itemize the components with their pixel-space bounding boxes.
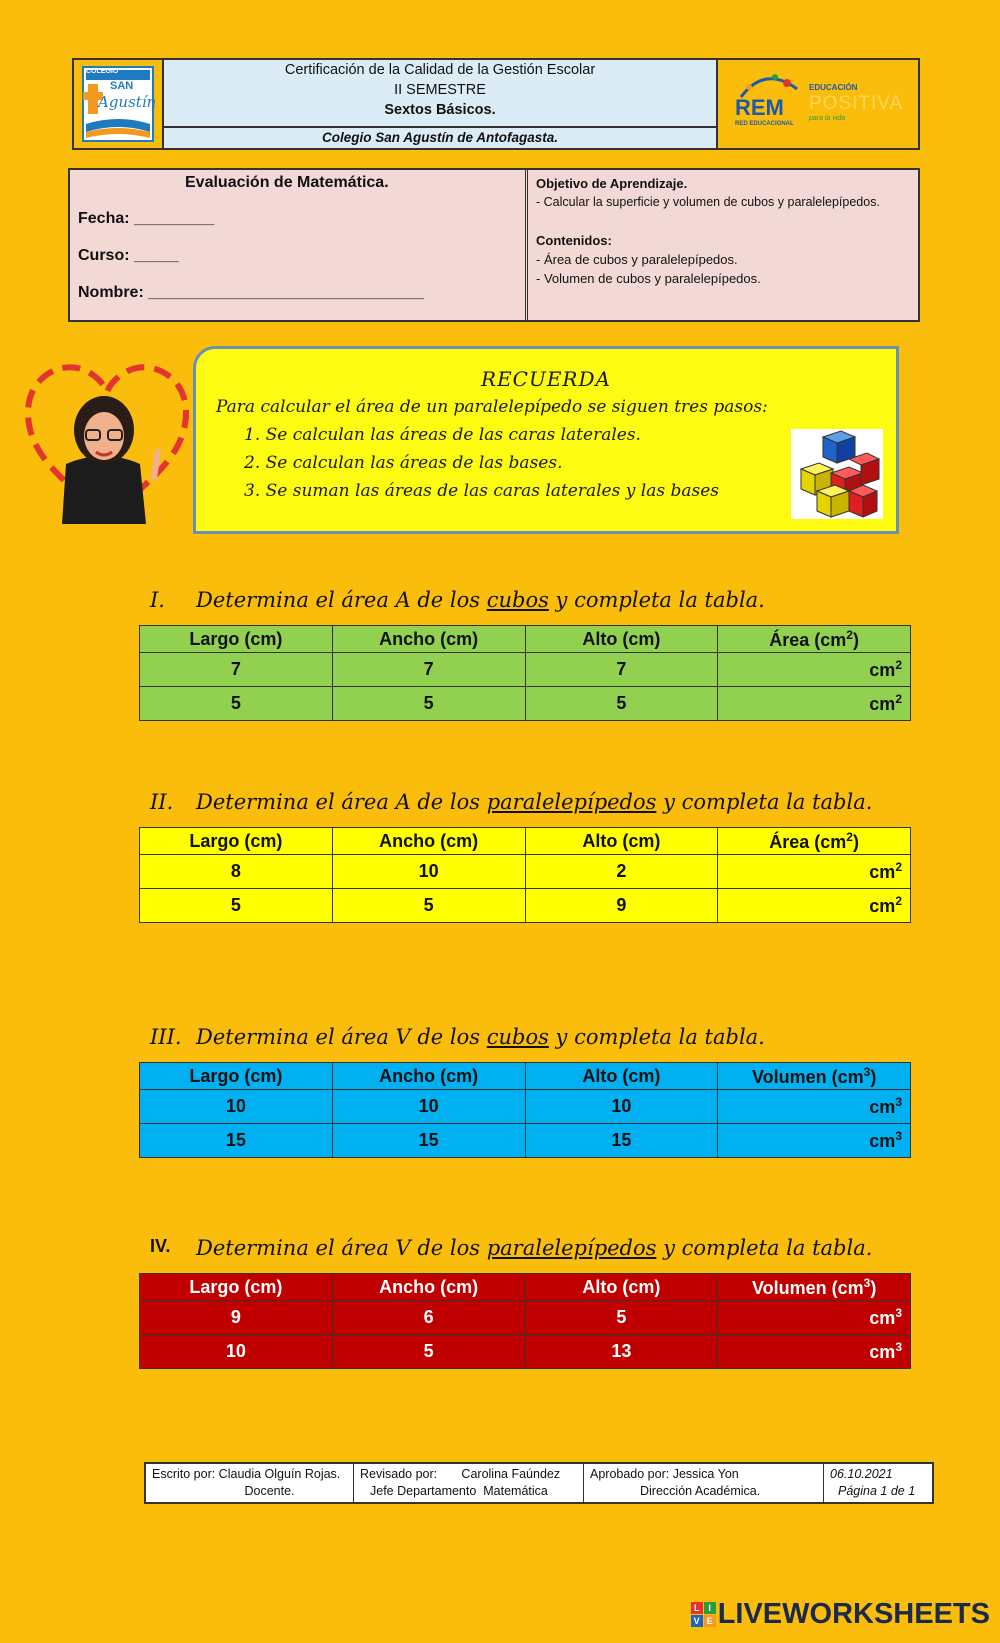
answer-cell[interactable]: $cm^3$ <box>718 1301 911 1335</box>
curso-field[interactable]: Curso: _____ <box>78 247 179 264</box>
header-ancho: Ancho (cm) <box>332 1063 525 1090</box>
header-line-1: Certificación de la Calidad de la Gestión Escolar <box>284 62 596 78</box>
table-row: 15 15 15 $cm^3$ <box>140 1124 911 1158</box>
answer-cell[interactable]: $cm^2$ <box>718 687 911 721</box>
header-largo: Largo (cm) <box>140 626 333 653</box>
recuerda-title: RECUERDA <box>481 367 611 391</box>
contenido-2: - Volumen de cubos y paralelepípedos. <box>536 271 761 286</box>
liveworksheets-brand <box>691 1598 990 1631</box>
header-largo: Largo (cm) <box>140 828 333 855</box>
answer-cell[interactable]: $cm^3$ <box>718 1090 911 1124</box>
header-school: Colegio San Agustín de Antofagasta. <box>164 126 716 148</box>
teacher-heart-avatar-icon <box>22 356 192 524</box>
footer-escrito: Escrito por: Claudia Olguín Rojas. Docente. <box>146 1464 354 1502</box>
objetivo-label: Objetivo de Aprendizaje. <box>536 176 688 191</box>
footer-aprobado: Aprobado por: Jessica Yon Dirección Académica. <box>584 1464 824 1502</box>
brand-text: LIVEWORKSHEETS <box>717 1598 990 1630</box>
learning-objective <box>528 170 918 320</box>
header-largo: Largo (cm) <box>140 1063 333 1090</box>
recuerda-step-3: 3. Se suman las áreas de las caras laterales y las bases <box>244 481 719 501</box>
cubes-image <box>791 429 883 519</box>
rem-positiva-text: POSITIVA <box>809 93 904 114</box>
table-row: 5 5 9 $cm^2$ <box>140 889 911 923</box>
header-line-3: Sextos Básicos. <box>384 102 496 118</box>
header-line-2: II SEMESTRE <box>394 82 486 98</box>
logo-main-text: SAN <box>110 80 134 92</box>
approval-footer <box>144 1462 934 1504</box>
header-volumen: Volumen $(cm^3)$ <box>718 1063 911 1090</box>
section-number: II. <box>150 790 174 814</box>
answer-cell[interactable]: $cm^2$ <box>718 855 911 889</box>
teacher-avatar <box>22 356 192 524</box>
brand-logo-icon: L I V E <box>691 1602 716 1627</box>
footer-revisado: Revisado por: Carolina Faúndez Jefe Departamento Matemática <box>354 1464 584 1502</box>
header-volumen: Volumen $(cm^3)$ <box>718 1274 911 1301</box>
recuerda-step-1: 1. Se calculan las áreas de las caras laterales. <box>244 425 641 445</box>
area-paralelepipedos-table <box>139 827 911 923</box>
document-header <box>72 58 920 150</box>
stacked-cubes-icon <box>791 429 883 519</box>
answer-cell[interactable]: $cm^2$ <box>718 653 911 687</box>
header-alto: Alto (cm) <box>525 1274 718 1301</box>
logo-top-text: COLEGIO <box>86 68 119 75</box>
evaluation-info-box <box>68 168 920 322</box>
rem-logo <box>718 60 918 148</box>
header-area: Área $(cm^2)$ <box>718 626 911 653</box>
recuerda-intro: Para calcular el área de un paralelepípedo se siguen tres pasos: <box>216 397 768 417</box>
table-row: 8 10 2 $cm^2$ <box>140 855 911 889</box>
header-alto: Alto (cm) <box>525 626 718 653</box>
area-cubos-table <box>139 625 911 721</box>
rem-sub-text: RED EDUCACIONAL <box>735 121 794 127</box>
rem-para-text: para la vida <box>809 115 846 122</box>
table-row: 5 5 5 $cm^2$ <box>140 687 911 721</box>
volumen-paralelepipedos-table <box>139 1273 911 1369</box>
table-row: 9 6 5 $cm^3$ <box>140 1301 911 1335</box>
header-center <box>164 60 718 148</box>
header-ancho: Ancho (cm) <box>332 626 525 653</box>
nombre-field[interactable]: Nombre: _______________________________ <box>78 284 425 301</box>
logo-sub-text: Agustín <box>98 93 157 111</box>
volumen-cubos-table <box>139 1062 911 1158</box>
header-ancho: Ancho (cm) <box>332 1274 525 1301</box>
contenidos-label: Contenidos: <box>536 233 612 248</box>
section-number: I. <box>150 588 165 612</box>
recuerda-step-2: 2. Se calculan las áreas de las bases. <box>244 453 563 473</box>
rem-logo-text: REM <box>735 95 784 120</box>
section-number: IV. <box>150 1236 171 1256</box>
answer-cell[interactable]: $cm^2$ <box>718 889 911 923</box>
header-ancho: Ancho (cm) <box>332 828 525 855</box>
contenido-1: - Área de cubos y paralelepípedos. <box>536 252 738 267</box>
objetivo-text: - Calcular la superficie y volumen de cubos y paralelepípedos. <box>536 195 880 209</box>
table-row: 7 7 7 $cm^2$ <box>140 653 911 687</box>
section-number: III. <box>150 1025 182 1049</box>
answer-cell[interactable]: $cm^3$ <box>718 1124 911 1158</box>
recuerda-box <box>193 346 899 534</box>
school-logo <box>74 60 164 148</box>
answer-cell[interactable]: $cm^3$ <box>718 1335 911 1369</box>
footer-date: 06.10.2021 Página 1 de 1 <box>830 1467 916 1498</box>
header-alto: Alto (cm) <box>525 1063 718 1090</box>
table-row: 10 5 13 $cm^3$ <box>140 1335 911 1369</box>
fecha-field[interactable]: Fecha: _________ <box>78 210 215 227</box>
table-row: 10 10 10 $cm^3$ <box>140 1090 911 1124</box>
header-largo: Largo (cm) <box>140 1274 333 1301</box>
student-info <box>70 170 528 320</box>
header-alto: Alto (cm) <box>525 828 718 855</box>
rem-edu-text: EDUCACIÓN <box>809 83 858 92</box>
evaluation-title: Evaluación de Matemática. <box>185 174 389 191</box>
header-area: Área $(cm^2)$ <box>718 828 911 855</box>
